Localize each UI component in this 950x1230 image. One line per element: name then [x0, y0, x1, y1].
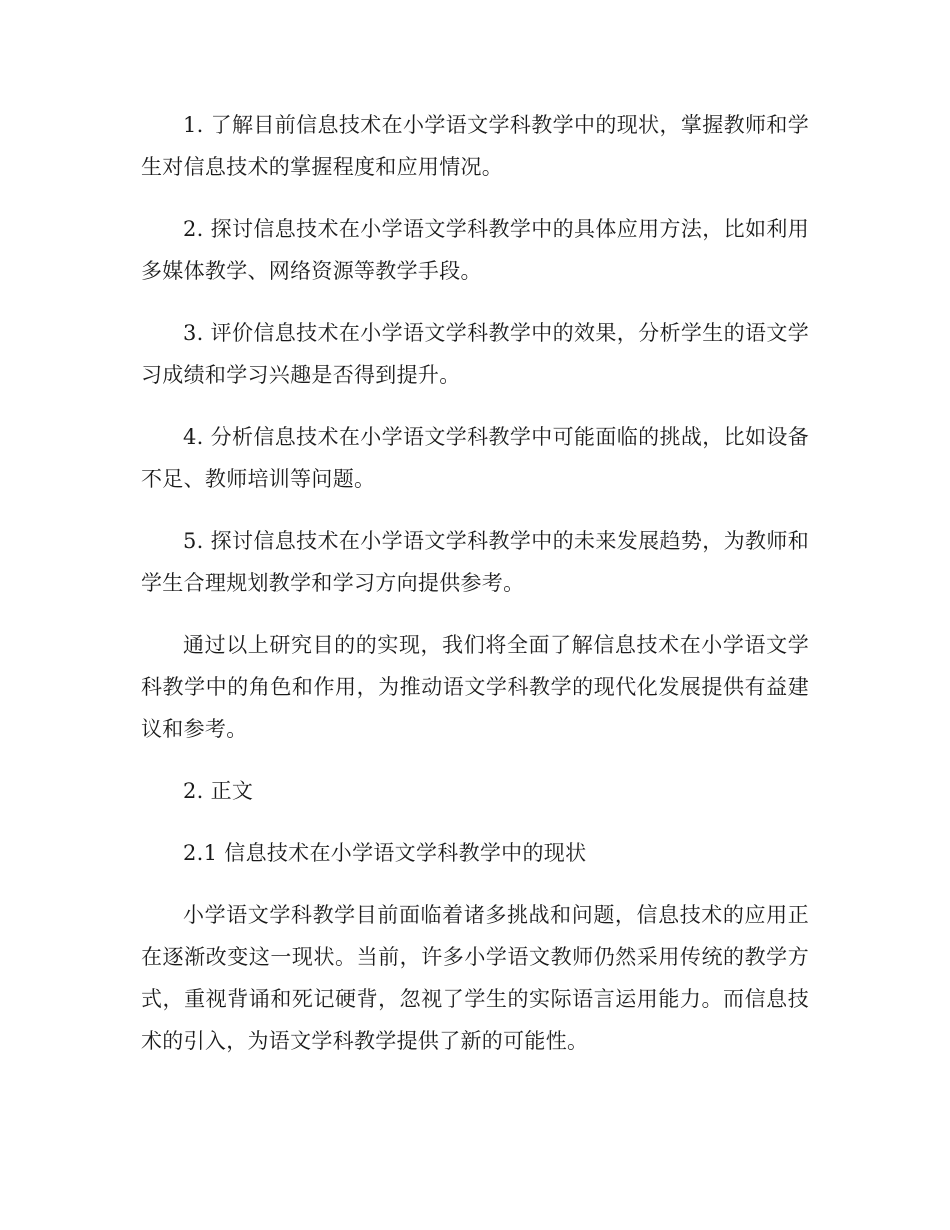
- section-heading: 2. 正文: [183, 779, 254, 803]
- summary-paragraph: 通过以上研究目的的实现，我们将全面了解信息技术在小学语文学科教学中的角色和作用，为推动语文学科教学的现代化发展提供有益建议和参考。: [141, 633, 809, 741]
- objective-item-1: 1. 了解目前信息技术在小学语文学科教学中的现状，掌握教师和学生对信息技术的掌握程度和应用情况。: [141, 113, 809, 179]
- objective-item-5: 5. 探讨信息技术在小学语文学科教学中的未来发展趋势，为教师和学生合理规划教学和学习方向提供参考。: [141, 529, 809, 595]
- objective-item-4: 4. 分析信息技术在小学语文学科教学中可能面临的挑战，比如设备不足、教师培训等问题。: [141, 425, 809, 491]
- subsection-heading: 2.1 信息技术在小学语文学科教学中的现状: [183, 841, 587, 865]
- objective-item-2: 2. 探讨信息技术在小学语文学科教学中的具体应用方法，比如利用多媒体教学、网络资源等教学手段。: [141, 217, 809, 283]
- objective-item-3: 3. 评价信息技术在小学语文学科教学中的效果，分析学生的语文学习成绩和学习兴趣是否得到提升。: [141, 321, 809, 387]
- body-paragraph: 小学语文学科教学目前面临着诸多挑战和问题，信息技术的应用正在逐渐改变这一现状。当前，许多小学语文教师仍然采用传统的教学方式，重视背诵和死记硬背，忽视了学生的实际语言运用能力。而信息技术的引入，为语文学科教学提供了新的可能性。: [141, 903, 809, 1053]
- document-body: [141, 104, 809, 1082]
